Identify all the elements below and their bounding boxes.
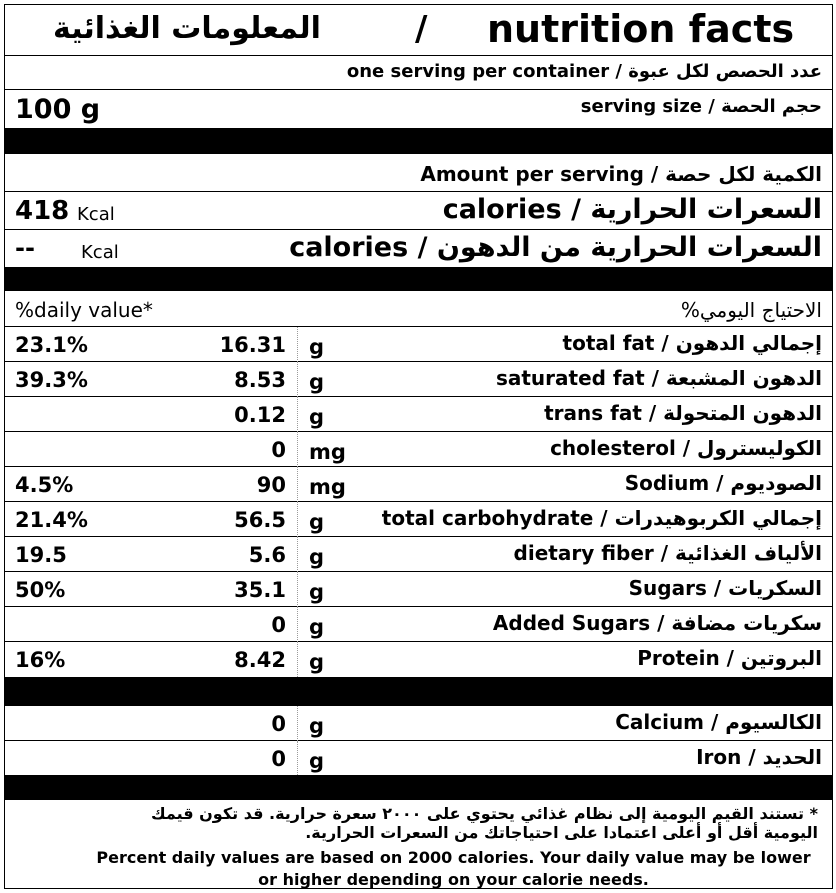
column-guide [297,432,298,467]
daily-value-header [5,291,832,327]
nutrient-daily-value: 16% [15,648,66,672]
column-guide [297,607,298,642]
serving-size-label: serving size / حجم الحصة [580,96,822,117]
nutrient-row [5,706,832,741]
nutrient-row [5,537,832,572]
column-guide [297,642,298,677]
nutrient-label: Added Sugars / سكريات مضافة [492,611,822,635]
label-header [5,5,832,56]
nutrient-unit: mg [309,440,346,464]
nutrient-row [5,397,832,432]
amount-per-serving: Amount per serving / الكمية لكل حصة [420,162,822,186]
fat-calories-value: -- [15,234,35,262]
nutrient-label: total carbohydrate / إجمالي الكربوهيدرات [381,506,822,530]
title-arabic: المعلومات الغذائية [53,11,321,46]
nutrient-daily-value: 39.3% [15,368,88,392]
fat-calories-row [5,230,832,267]
nutrient-row [5,362,832,397]
calories-label: calories / السعرات الحرارية [442,194,822,225]
servings-per-container-row [5,56,832,90]
nutrition-facts-label [4,4,833,889]
title-english: nutrition facts [487,7,795,51]
nutrient-label: Iron / الحديد [696,744,822,769]
nutrient-amount: 5.6 [248,543,286,567]
nutrient-daily-value: 23.1% [15,333,88,357]
thick-divider [5,267,832,291]
nutrient-label: Protein / البروتين [637,646,822,670]
nutrient-daily-value: 4.5% [15,473,74,497]
nutrient-unit: g [309,545,325,569]
column-guide [297,537,298,572]
nutrient-amount: 0 [271,613,286,637]
daily-value-label-ar: %الاحتياج اليومي [680,298,822,322]
nutrient-unit: g [309,510,325,534]
nutrient-amount: 0 [271,438,286,462]
column-guide [297,706,298,741]
thick-divider [5,775,832,800]
nutrient-label: total fat / إجمالي الدهون [562,331,822,355]
nutrient-row [5,327,832,362]
column-guide [297,397,298,432]
nutrient-row [5,607,832,642]
nutrient-unit: g [309,405,325,429]
column-guide [297,741,298,776]
nutrient-label: Calcium / الكالسيوم [615,710,822,734]
calories-unit: Kcal [77,204,115,225]
calories-row [5,192,832,230]
nutrient-amount: 16.31 [219,333,286,357]
nutrient-label: Sugars / السكريات [628,576,822,600]
nutrient-label: dietary fiber / الألياف الغذائية [513,541,822,565]
nutrient-label: trans fat / الدهون المتحولة [544,401,822,425]
nutrient-unit: g [309,370,325,394]
thick-divider [5,128,832,154]
nutrient-unit: mg [309,475,346,499]
fat-calories-label: calories / السعرات الحرارية من الدهون [289,232,822,263]
nutrient-amount: 0 [271,746,286,771]
nutrient-unit: g [309,335,325,359]
serving-size-row [5,90,832,128]
nutrient-amount: 8.53 [234,368,286,392]
nutrient-label: Sodium / الصوديوم [624,471,822,495]
amount-per-serving-row [5,154,832,192]
column-guide [297,467,298,502]
thick-divider [5,677,832,706]
nutrient-row [5,572,832,607]
nutrient-row [5,642,832,677]
nutrient-label: saturated fat / الدهون المشبعة [495,366,822,390]
nutrient-unit: g [309,580,325,604]
nutrient-daily-value: 21.4% [15,508,88,532]
fat-calories-unit: Kcal [81,242,119,263]
nutrient-amount: 0 [271,712,286,736]
nutrient-amount: 0.12 [234,403,286,427]
serving-size-value: 100 g [15,94,101,125]
nutrient-unit: g [309,714,325,738]
column-guide [297,502,298,537]
footnote-arabic: * تستند القيم اليومية إلى نظام غذائي يحتوي على ٢٠٠٠ سعرة حرارية. قد تكون قيمك اليومية أقل أو أعلى اعتمادا على احتياجاتك من السعرات الحرارية. [150,804,818,842]
column-guide [297,572,298,607]
footnote [5,800,832,888]
nutrient-daily-value: 50% [15,578,66,602]
calories-value: 418 [15,196,70,226]
nutrient-row [5,467,832,502]
nutrient-unit: g [309,650,325,674]
daily-value-label-en: %daily value* [15,298,153,322]
column-guide [297,327,298,362]
nutrient-label: cholesterol / الكوليسترول [550,436,822,460]
nutrient-row [5,502,832,537]
nutrient-amount: 8.42 [234,648,286,672]
nutrient-amount: 35.1 [234,578,286,602]
nutrient-unit: g [309,748,325,773]
footnote-english: Percent daily values are based on 2000 calories. Your daily value may be lower or higher depending on your calorie needs. [96,848,811,889]
nutrient-amount: 90 [256,473,286,497]
servings-per-container: one serving per container / عدد الحصص لكل عبوة [346,61,822,82]
nutrient-row [5,432,832,467]
title-separator: / [415,9,428,49]
nutrient-amount: 56.5 [234,508,286,532]
nutrient-unit: g [309,615,325,639]
nutrient-row [5,741,832,776]
column-guide [297,362,298,397]
nutrient-daily-value: 19.5 [15,543,67,567]
